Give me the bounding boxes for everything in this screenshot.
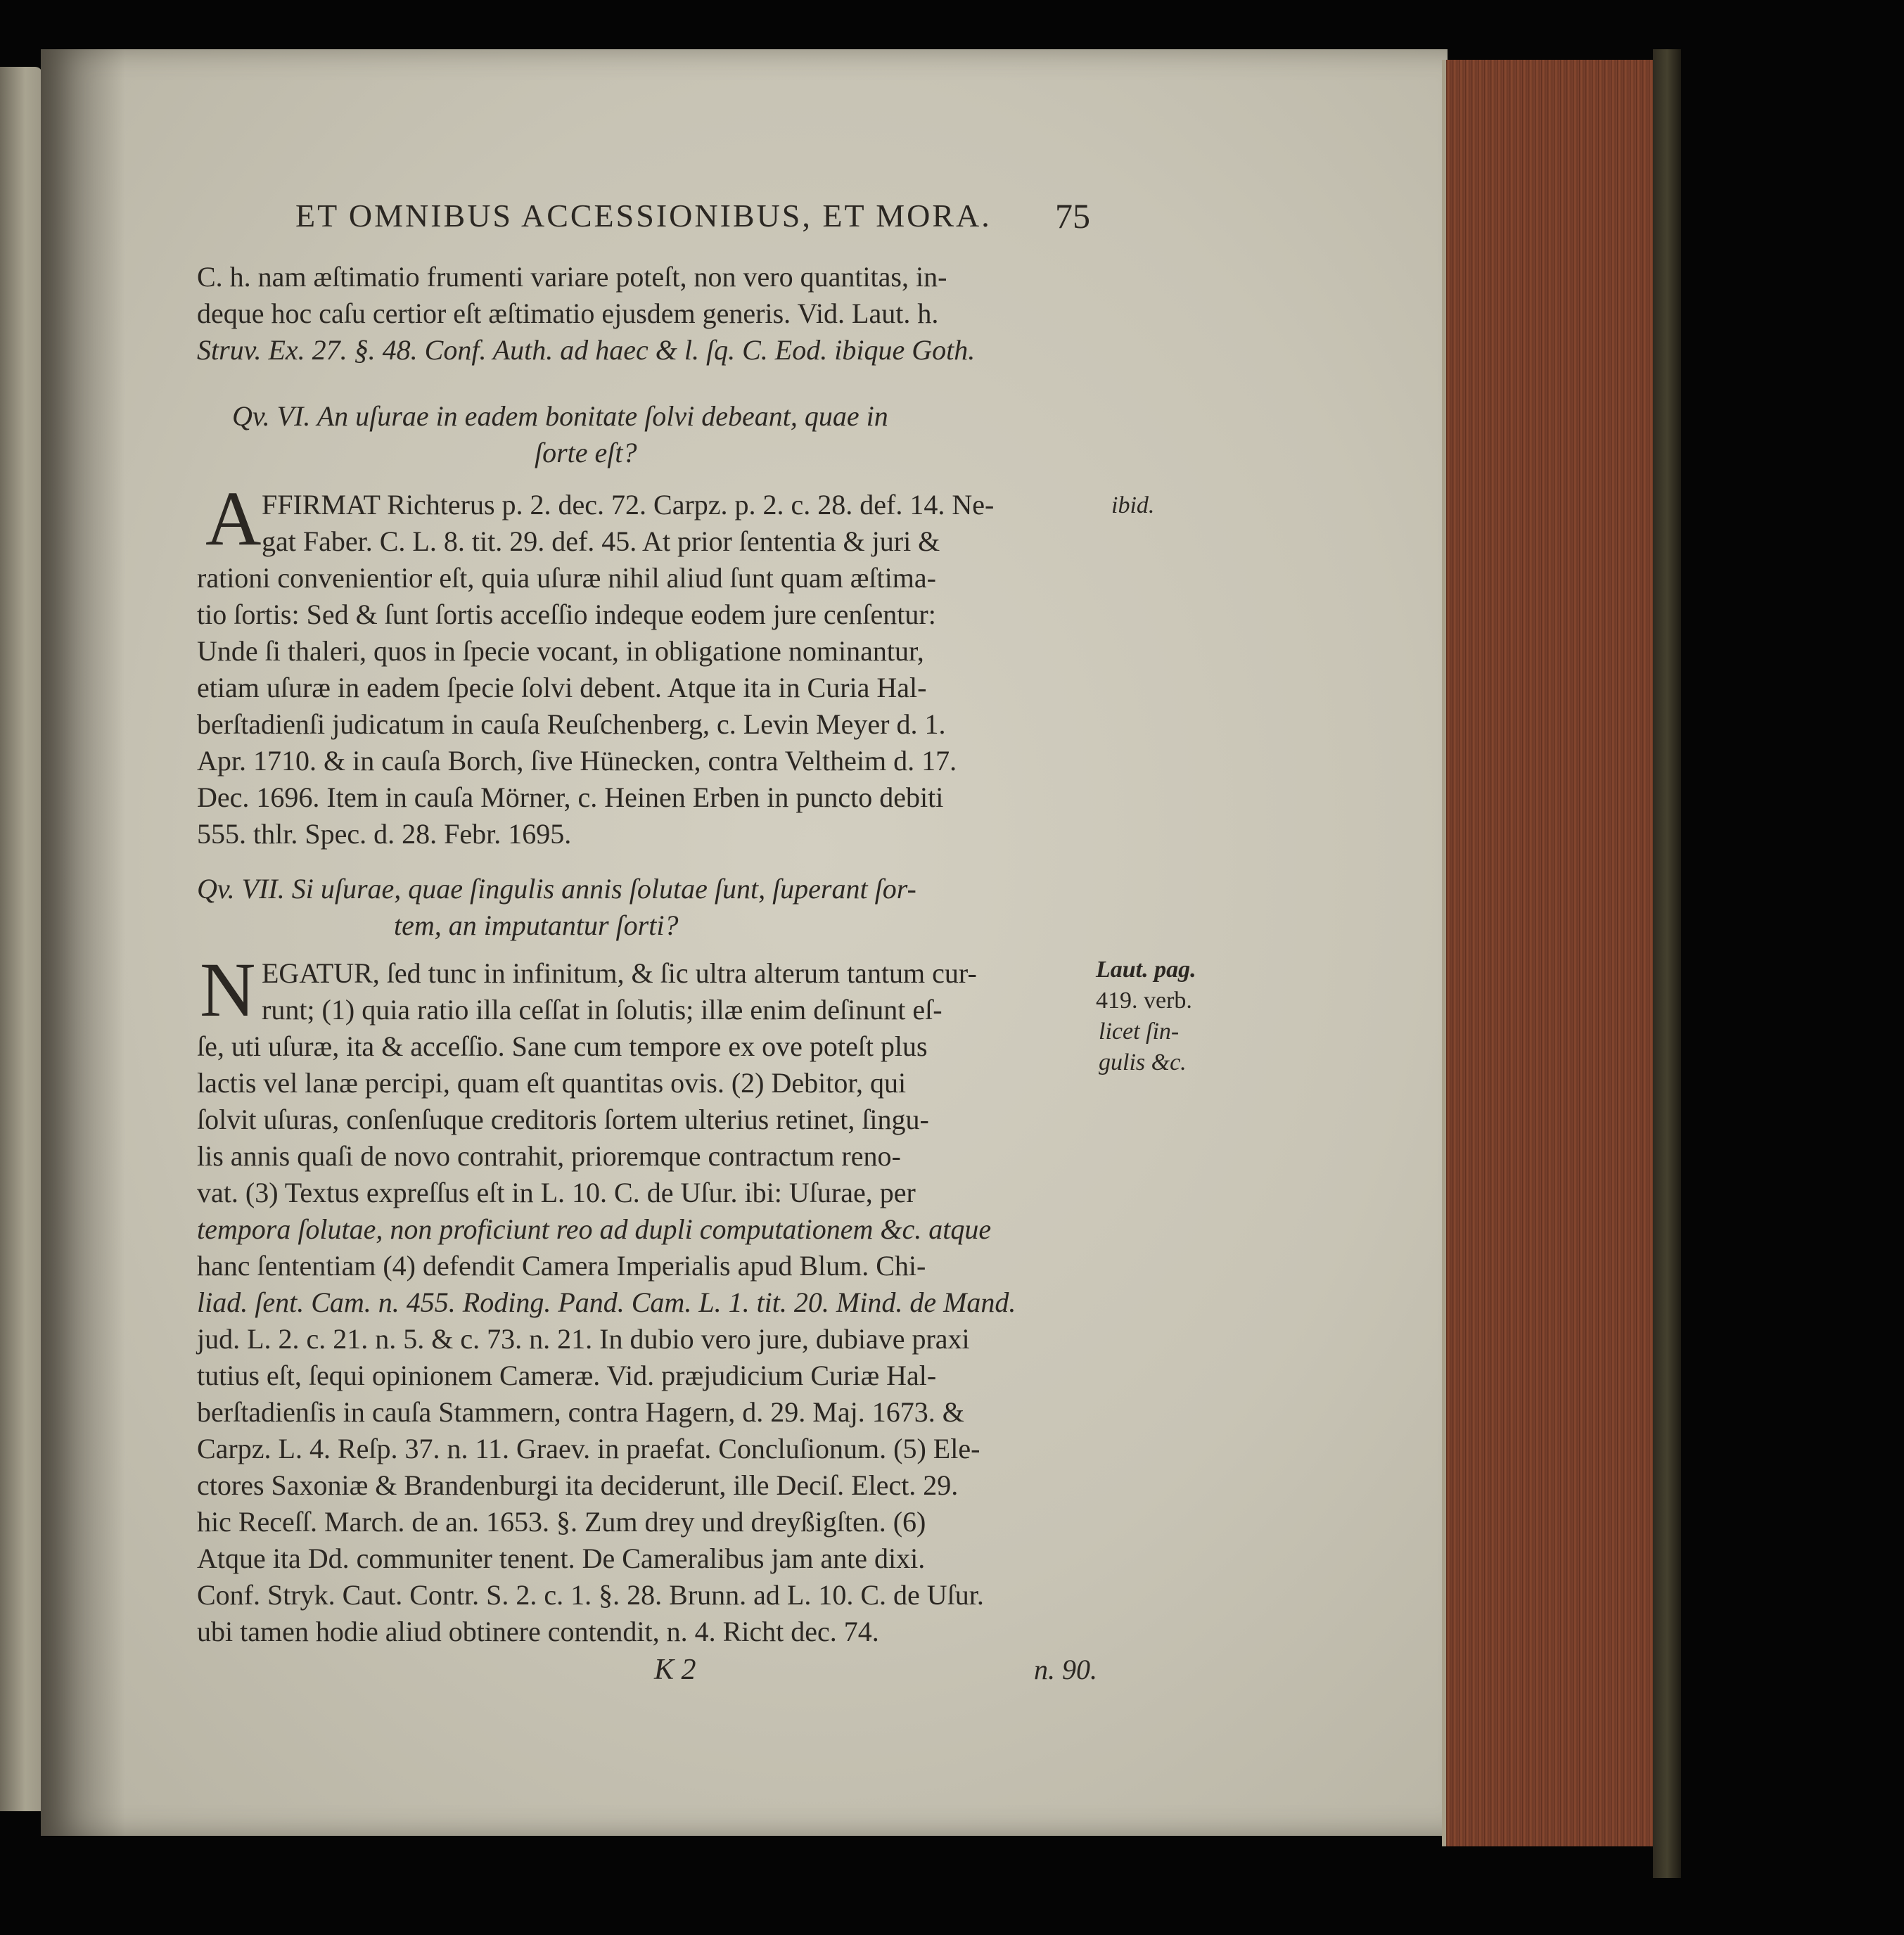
margin-note-laut: Laut. pag.: [1096, 957, 1196, 983]
text-line: ubi tamen hodie aliud obtinere contendit, n. 4. Richt dec. 74.: [197, 1616, 879, 1647]
text-line: ſolvit uſuras, conſenſuque creditoris ſortem ulterius retinet, ſingu-: [197, 1104, 929, 1135]
margin-note-laut: 419. verb.: [1096, 988, 1192, 1014]
text-line: Dec. 1696. Item in cauſa Mörner, c. Heinen Erben in puncto debiti: [197, 781, 944, 813]
margin-note-laut: gulis &c.: [1099, 1049, 1187, 1075]
text-line: etiam uſuræ in eadem ſpecie ſolvi debent. Atque ita in Curia Hal-: [197, 672, 927, 703]
drop-cap-n: N: [200, 947, 256, 1033]
text-line: 555. thlr. Spec. d. 28. Febr. 1695.: [197, 818, 572, 850]
text-line: berſtadienſis in cauſa Stammern, contra Hagern, d. 29. Maj. 1673. &: [197, 1396, 964, 1428]
text-line: hanc ſententiam (4) defendit Camera Imperialis apud Blum. Chi-: [197, 1250, 926, 1282]
text-line: FFIRMAT Richterus p. 2. dec. 72. Carpz. p. 2. c. 28. def. 14. Ne-: [262, 489, 995, 521]
text-line: ctores Saxoniæ & Brandenburgi ita deciderunt, ille Deciſ. Elect. 29.: [197, 1469, 959, 1501]
text-line: gat Faber. C. L. 8. tit. 29. def. 45. At prior ſententia & juri &: [262, 525, 940, 557]
text-line: Conf. Stryk. Caut. Contr. S. 2. c. 1. §. 28. Brunn. ad L. 10. C. de Uſur.: [197, 1579, 984, 1611]
text-line: rationi convenientior eſt, quia uſuræ nihil aliud ſunt quam æſtima-: [197, 562, 936, 594]
question-heading: Qv. VII. Si uſurae, quae ſingulis annis ſolutae ſunt, ſuperant ſor-: [197, 873, 916, 905]
text-line: liad. ſent. Cam. n. 455. Roding. Pand. Cam. L. 1. tit. 20. Mind. de Mand.: [197, 1286, 1016, 1318]
text-line: berſtadienſi judicatum in cauſa Reuſchenberg, c. Levin Meyer d. 1.: [197, 708, 946, 740]
text-line: deque hoc caſu certior eſt æſtimatio ejusdem generis. Vid. Laut. h.: [197, 298, 939, 329]
margin-note-laut: licet ſin-: [1099, 1018, 1180, 1045]
text-line: EGATUR, ſed tunc in infinitum, & ſic ultra alterum tantum cur-: [262, 957, 977, 989]
question-heading-continued: tem, an imputantur ſorti?: [394, 909, 679, 941]
text-line: jud. L. 2. c. 21. n. 5. & c. 73. n. 21. In dubio vero jure, dubiave praxi: [197, 1323, 970, 1355]
book-fore-edge: [1442, 60, 1671, 1846]
book-cover-edge: [1653, 49, 1681, 1878]
text-line: vat. (3) Textus expreſſus eſt in L. 10. C. de Uſur. ibi: Uſurae, per: [197, 1177, 916, 1208]
running-head: ET OMNIBUS ACCESSIONIBUS, ET MORA.: [295, 198, 992, 234]
text-line: hic Receſſ. March. de an. 1653. §. Zum drey und dreyßigſten. (6): [197, 1506, 926, 1538]
text-line: Atque ita Dd. communiter tenent. De Cameralibus jam ante dixi.: [197, 1543, 926, 1574]
drop-cap-a: A: [205, 475, 262, 561]
text-line: C. h. nam æſtimatio frumenti variare poteſt, non vero quantitas, in-: [197, 261, 947, 293]
text-line: lactis vel lanæ percipi, quam eſt quantitas ovis. (2) Debitor, qui: [197, 1067, 907, 1099]
text-line: ſe, uti uſuræ, ita & acceſſio. Sane cum tempore ex ove poteſt plus: [197, 1030, 928, 1062]
question-heading: Qv. VI. An uſurae in eadem bonitate ſolvi debeant, quae in: [232, 400, 888, 432]
question-heading-continued: ſorte eſt?: [535, 437, 637, 468]
text-line: Unde ſi thaleri, quos in ſpecie vocant, in obligatione nominantur,: [197, 635, 924, 667]
page-number: 75: [1055, 196, 1090, 236]
text-line: lis annis quaſi de novo contrahit, prioremque contractum reno-: [197, 1140, 901, 1172]
text-line: tutius eſt, ſequi opinionem Cameræ. Vid. præjudicium Curiæ Hal-: [197, 1360, 937, 1391]
text-line: Apr. 1710. & in cauſa Borch, ſive Hünecken, contra Veltheim d. 17.: [197, 745, 957, 777]
text-line: Struv. Ex. 27. §. 48. Conf. Auth. ad haec & l. ſq. C. Eod. ibique Goth.: [197, 334, 976, 366]
text-line: runt; (1) quia ratio illa ceſſat in ſolutis; illæ enim deſinunt eſ-: [262, 994, 943, 1026]
catchword: n. 90.: [1034, 1654, 1097, 1685]
text-line: tio ſortis: Sed & ſunt ſortis acceſſio indeque eodem jure cenſentur:: [197, 599, 936, 630]
left-page-edge: [0, 67, 42, 1811]
margin-note-ibid: ibid.: [1111, 492, 1155, 518]
text-line: tempora ſolutae, non proficiunt reo ad dupli computationem &c. atque: [197, 1213, 992, 1245]
text-line: Carpz. L. 4. Reſp. 37. n. 11. Graev. in praefat. Concluſionum. (5) Ele-: [197, 1433, 980, 1464]
signature-mark: K 2: [654, 1654, 696, 1686]
gutter-shadow: [41, 49, 125, 1836]
